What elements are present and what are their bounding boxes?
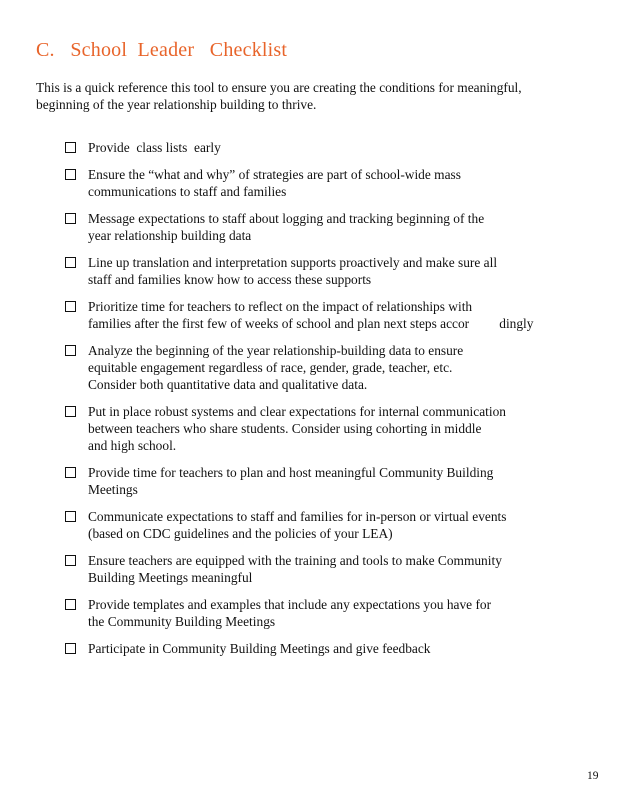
checklist-item [62, 552, 582, 586]
checkbox[interactable] [65, 257, 76, 268]
checklist-item-text: between teachers who share students. Consider using cohorting in middle [88, 421, 482, 436]
checklist-item [62, 139, 582, 156]
checklist-item-text: Provide time for teachers to plan and host meaningful Community Building [88, 465, 494, 480]
checkbox[interactable] [65, 599, 76, 610]
checkbox[interactable] [65, 301, 76, 312]
page-number: 19 [587, 770, 599, 782]
checklist-item-text: Analyze the beginning of the year relationship-building data to ensure [88, 343, 464, 358]
checklist-item-text: families after the first few of weeks of school and plan next steps accor dingly [88, 316, 534, 331]
checklist-item [62, 640, 582, 657]
checklist-item [62, 254, 582, 288]
checklist-item-text: year relationship building data [88, 228, 252, 243]
checkbox[interactable] [65, 555, 76, 566]
checklist-item [62, 464, 582, 498]
checklist-item-text: Provide templates and examples that include any expectations you have for [88, 597, 492, 612]
checklist-item-text: Message expectations to staff about logging and tracking beginning of the [88, 211, 485, 226]
checklist-item [62, 210, 582, 244]
checklist-item-text: Line up translation and interpretation supports proactively and make sure all [88, 255, 498, 270]
checkbox[interactable] [65, 643, 76, 654]
checklist-item-text: Meetings [88, 482, 138, 497]
checklist-item [62, 508, 582, 542]
checkbox[interactable] [65, 345, 76, 356]
checkbox[interactable] [65, 467, 76, 478]
checklist-item [62, 596, 582, 630]
checklist-item-text: Communicate expectations to staff and families for in-person or virtual events [88, 509, 507, 524]
school-leader-checklist [62, 139, 582, 667]
checklist-item [62, 298, 582, 332]
checkbox[interactable] [65, 511, 76, 522]
checklist-item-text: Provide class lists early [88, 140, 221, 155]
checklist-item [62, 403, 582, 454]
checklist-item-text: staff and families know how to access these supports [88, 272, 372, 287]
checkbox[interactable] [65, 213, 76, 224]
checklist-item-text: the Community Building Meetings [88, 614, 276, 629]
checklist-item-text: Building Meetings meaningful [88, 570, 253, 585]
intro-paragraph: This is a quick reference this tool to ensure you are creating the conditions for meaningful, beginning of the year relationship building to thrive. [36, 80, 522, 112]
checklist-item-text: equitable engagement regardless of race, gender, grade, teacher, etc. [88, 360, 453, 375]
checklist-item-text: Consider both quantitative data and qualitative data. [88, 377, 368, 392]
checklist-item-text: Ensure teachers are equipped with the training and tools to make Community [88, 553, 502, 568]
checklist-item [62, 166, 582, 200]
checkbox[interactable] [65, 406, 76, 417]
checklist-item-text: communications to staff and families [88, 184, 287, 199]
checklist-item-text: and high school. [88, 438, 177, 453]
checkbox[interactable] [65, 169, 76, 180]
page-title: C. School Leader Checklist [36, 39, 288, 61]
checklist-item-text: Participate in Community Building Meetings and give feedback [88, 641, 431, 656]
checklist-item-text: Ensure the “what and why” of strategies are part of school-wide mass [88, 167, 461, 182]
checklist-item-text: (based on CDC guidelines and the policies of your LEA) [88, 526, 393, 541]
checklist-item-text: Prioritize time for teachers to reflect on the impact of relationships with [88, 299, 473, 314]
checklist-item [62, 342, 582, 393]
checklist-item-text: Put in place robust systems and clear expectations for internal communication [88, 404, 506, 419]
checkbox[interactable] [65, 142, 76, 153]
